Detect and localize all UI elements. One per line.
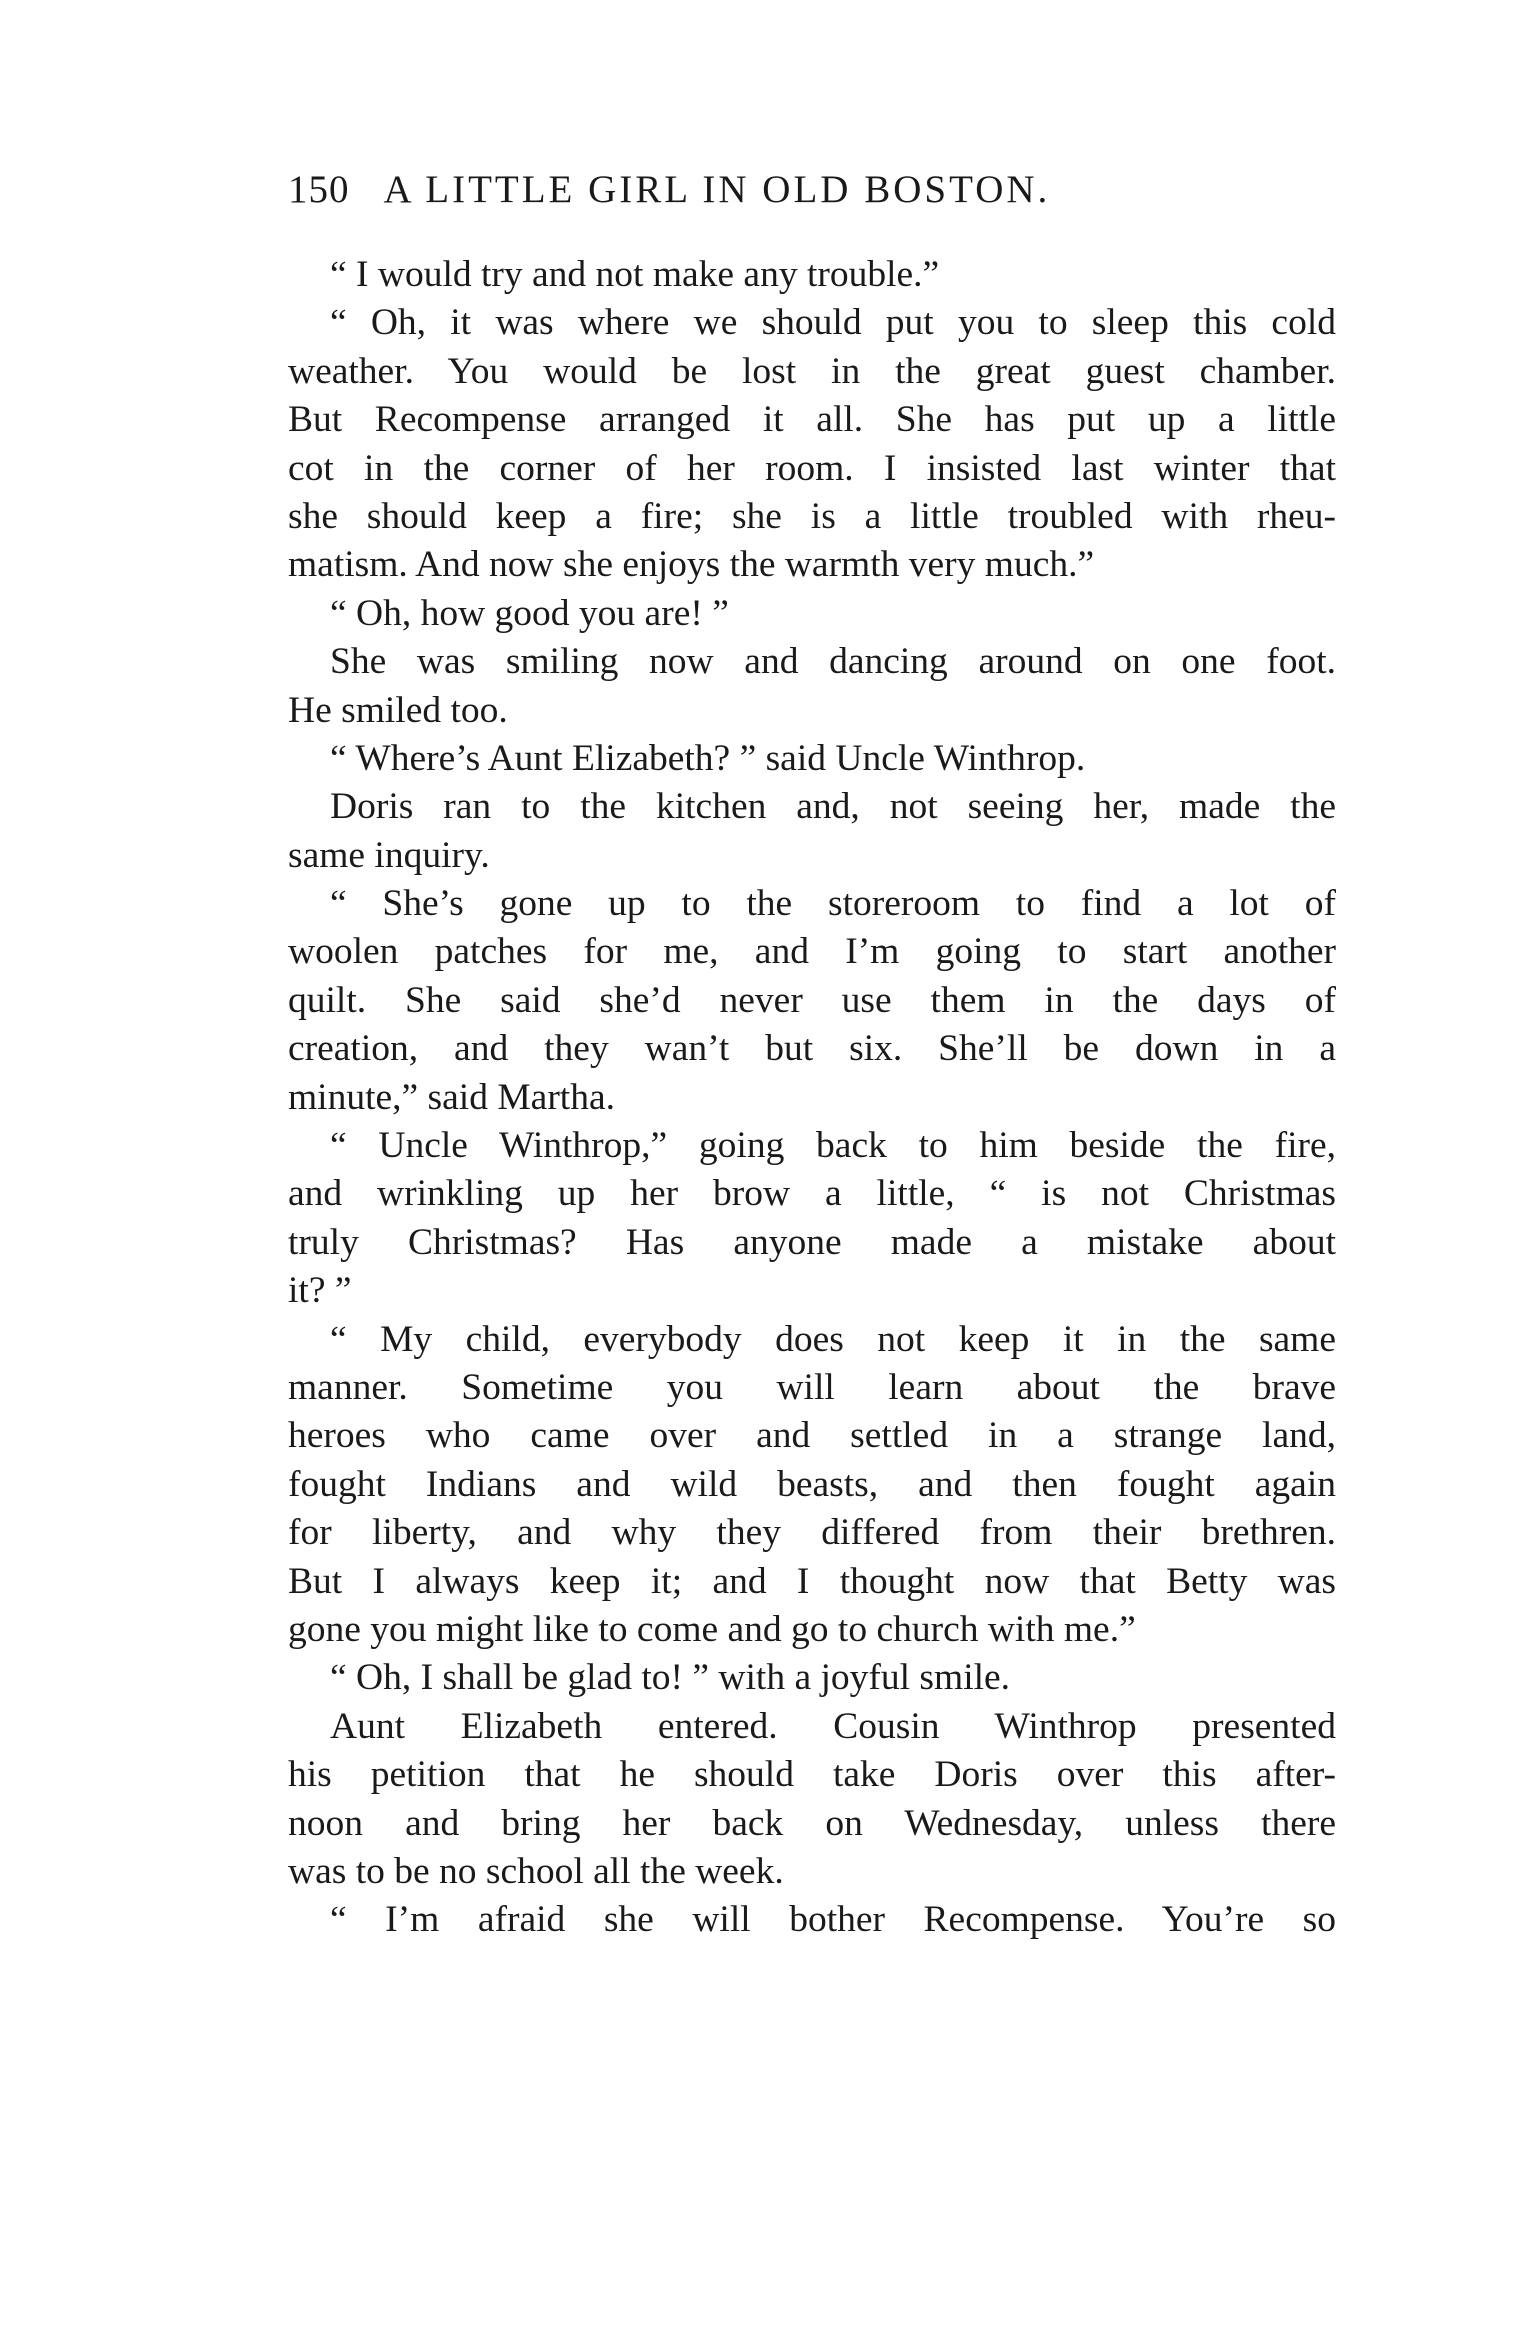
page-number: 150: [288, 168, 350, 211]
body-text: [288, 251, 1336, 1945]
text-line: But Recompense arranged it all. She has put up a little: [288, 399, 1336, 441]
text-line: matism. And now she enjoys the warmth very much.”: [288, 544, 1095, 586]
text-line: “ She’s gone up to the storeroom to find a lot of: [330, 883, 1336, 925]
text-line: He smiled too.: [288, 689, 508, 731]
text-line: “ I would try and not make any trouble.”: [330, 254, 940, 295]
text-line: heroes who came over and settled in a strange land,: [288, 1415, 1336, 1457]
text-line: cot in the corner of her room. I insisted last winter that: [288, 447, 1336, 489]
text-line: noon and bring her back on Wednesday, unless there: [288, 1802, 1336, 1844]
text-line: woolen patches for me, and I’m going to start another: [288, 931, 1336, 973]
text-line: “ Uncle Winthrop,” going back to him beside the fire,: [330, 1125, 1336, 1167]
text-line: “ Oh, it was where we should put you to sleep this cold: [330, 302, 1336, 344]
text-line: quilt. She said she’d never use them in the days of: [288, 979, 1336, 1021]
text-line: fought Indians and wild beasts, and then fought again: [288, 1463, 1336, 1505]
text-line: weather. You would be lost in the great guest chamber.: [288, 350, 1336, 392]
text-line: same inquiry.: [288, 834, 490, 876]
text-line: Aunt Elizabeth entered. Cousin Winthrop presented: [330, 1705, 1336, 1747]
text-line: “ I’m afraid she will bother Recompense. You’re so: [330, 1899, 1336, 1941]
running-title: A LITTLE GIRL IN OLD BOSTON.: [383, 168, 1051, 211]
text-line: She was smiling now and dancing around on one foot.: [330, 641, 1336, 683]
text-line: “ Oh, how good you are! ”: [330, 592, 729, 634]
text-line: But I always keep it; and I thought now that Betty was: [288, 1560, 1336, 1602]
text-line: she should keep a fire; she is a little troubled with rheu-: [288, 495, 1336, 537]
text-line: manner. Sometime you will learn about the brave: [288, 1366, 1336, 1408]
text-line: truly Christmas? Has anyone made a mistake about: [288, 1221, 1336, 1263]
text-line: his petition that he should take Doris over this after-: [288, 1754, 1336, 1796]
text-line: minute,” said Martha.: [288, 1076, 615, 1118]
text-line: and wrinkling up her brow a little, “ is not Christmas: [288, 1173, 1336, 1215]
text-line: it? ”: [288, 1270, 352, 1312]
running-head: [288, 166, 1328, 214]
text-line: “ Where’s Aunt Elizabeth? ” said Uncle Winthrop.: [330, 737, 1086, 779]
text-line: for liberty, and why they differed from their brethren.: [288, 1512, 1336, 1554]
text-line: was to be no school all the week.: [288, 1850, 784, 1892]
text-line: “ My child, everybody does not keep it in the same: [330, 1318, 1336, 1360]
text-line: creation, and they wan’t but six. She’ll be down in a: [288, 1028, 1336, 1070]
text-line: “ Oh, I shall be glad to! ” with a joyful smile.: [330, 1657, 1011, 1699]
text-line: gone you might like to come and go to church with me.”: [288, 1608, 1136, 1650]
text-line: Doris ran to the kitchen and, not seeing her, made the: [330, 786, 1336, 828]
